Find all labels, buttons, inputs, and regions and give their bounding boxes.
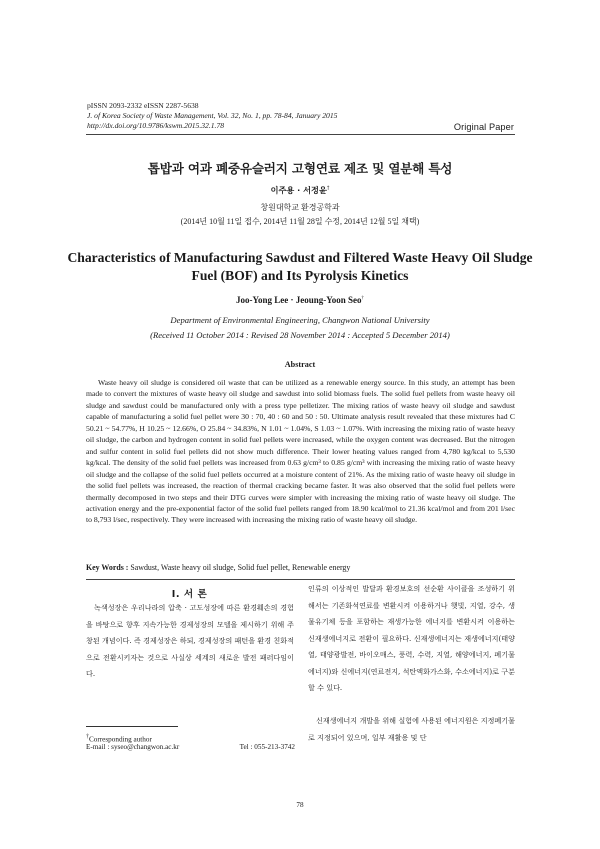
footnote-rule [86, 726, 178, 727]
english-dates: (Received 11 October 2014 : Revised 28 November 2014 : Accepted 5 December 2014) [150, 330, 450, 340]
korean-authors-text: 이주용 · 서정윤 [270, 185, 327, 195]
footnote-contact [86, 742, 295, 752]
intro-paragraph-2: 인류의 이상적인 발달과 환경보호의 선순환 사이클을 조성하기 위해서는 기존화석연료를 변환시켜 이용하거나 햇빛, 지열, 강수, 생물유기체 등을 포함하는 재생가능한 에너지를 변환시켜 이용하는 신재생에너지로 전환이 필요하다. 신재생에너지는 재생에너지(태양열, 태양광발전, 바이오매스, 풍력, 수력, 지열, 해양에너지, 폐기물에너지)와 신에너지(연료전지, 석탄액화가스화, 수소에너지)로 구분할 수 있다. [308, 584, 515, 692]
korean-title: 톱밥과 여과 폐중유슬러지 고형연료 제조 및 열분해 특성 [147, 161, 453, 176]
section-heading-introduction: I. 서 론 [171, 589, 208, 600]
journal-header [87, 101, 337, 131]
footnote-corresponding-text: Corresponding author [89, 735, 152, 744]
korean-authors [0, 185, 600, 196]
footnote-mark: † [86, 734, 89, 740]
korean-author-mark: † [326, 185, 330, 192]
korean-affiliation: 창원대학교 환경공학과 [260, 203, 340, 212]
keywords-label: Key Words : [86, 563, 129, 572]
footnote-tel: Tel : 055-213-3742 [239, 743, 295, 751]
english-title: Characteristics of Manufacturing Sawdust and Filtered Waste Heavy Oil Sludge Fuel (BOF) and Its Pyrolysis Kinetics [67, 250, 533, 283]
doi-link[interactable]: http://dx.doi.org/10.9786/kswm.2015.32.1.78 [87, 121, 225, 130]
abstract-text: Waste heavy oil sludge is considered oil waste that can be utilized as a renewable energy source. In this study, an attempt has been made to convert the mixtures of waste heavy oil sludge and sawdust into solid biomass fuels. The solid fuel pellets from waste heavy oil sludge and sawdust could be manufactured only with a press type pelletizer. The mixing ratios of waste heavy oil sludge and sawdust capable of manufacturing a solid fuel pellet were 30 : 70, 40 : 60 and 50 : 50. Ultimate analysis result revealed that these mixtures had C 50.21 ~ 54.77%, H 10.25 ~ 12.66%, O 25.84 ~ 34.83%, N 1.01 ~ 1.04%, S 1.03 ~ 1.07%. With increasing the mixing ratio of waste heavy oil sludge, the carbon and hydrogen content in solid fuel pellets were increased, while the oxygen content was decreased. But the nitrogen and sulfur content in solid fuel pellets did not show much difference. Their lower heating values ranged from 4,780 kg/kcal to 5,530 kg/kcal. The density of the solid fuel pellets was increased from 0.63 g/cm³ to 0.85 g/cm³ with increasing the mixing ratio of waste heavy oil sludge and the collapse of the solid fuel pellets occurred at a moisture content of 21%. As the mixing ratio of waste heavy oil sludge in the solid fuel pellets was increased, the reaction of thermal cracking became faster. It was also observed that the solid fuel pellets were thermally decomposed in two steps and their DTG curves were simpler with increasing the mixing ratio of waste heavy oil sludge. The activation energy and the pre-exponential factor of the solid fuel pellets ranged from 18.90 kcal/mol to 21.36 kcal/mol and from 201 l/sec to 8,793 l/sec, respectively. They were increased with increasing the mixing ratio of waste heavy oil sludge. [86, 378, 515, 525]
abstract-heading: Abstract [284, 360, 316, 369]
keywords-rule [86, 579, 515, 580]
header-rule [86, 134, 515, 135]
intro-paragraph-1: 녹색성장은 우리나라의 압축 · 고도성장에 따른 환경훼손의 경험을 바탕으로 향후 지속가능한 경제성장의 모델을 제시하기 위해 주창된 개념이다. 즉 경제성장은 하되, 경제성장의 패턴을 환경 친화적으로 전환시키자는 것으로 사실상 세계의 새로운 발전 패러다임이다. [86, 603, 294, 678]
keywords [86, 563, 350, 572]
english-authors-text: Joo-Yong Lee · Jeoung-Yoon Seo [235, 295, 362, 305]
issn-line: pISSN 2093-2332 eISSN 2287-5638 [87, 101, 199, 110]
article-type-label: Original Paper [453, 122, 514, 132]
keywords-text: Sawdust, Waste heavy oil sludge, Solid fuel pellet, Renewable energy [128, 563, 351, 572]
english-authors [0, 295, 600, 305]
english-author-mark: † [361, 296, 364, 301]
intro-paragraph-3: 신재생에너지 개발을 위해 실험에 사용된 에너지원은 지정폐기물로 지정되어 있으며, 일부 재활용 및 단 [308, 716, 515, 742]
page-number: 78 [296, 801, 304, 809]
footnote-email[interactable]: E-mail : syseo@changwon.ac.kr [86, 743, 180, 751]
english-department: Department of Environmental Engineering, Changwon National University [170, 315, 430, 325]
korean-dates: (2014년 10월 11일 접수, 2014년 11월 28일 수정, 2014년 12월 5일 채택) [180, 217, 420, 226]
journal-citation: J. of Korea Society of Waste Management, Vol. 32, No. 1, pp. 78-84, January 2015 [87, 111, 338, 120]
